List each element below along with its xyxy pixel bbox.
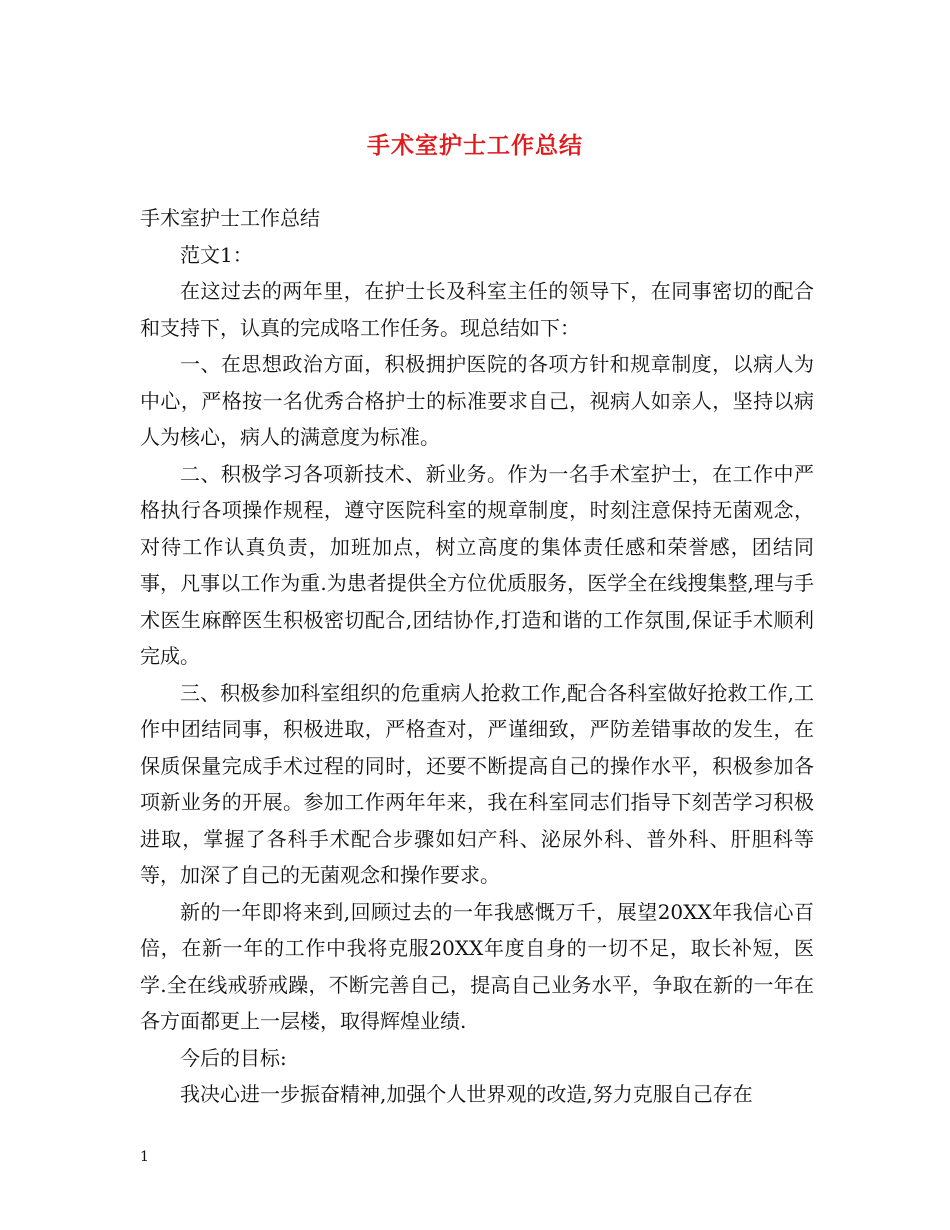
future-goals-heading: 今后的目标: <box>180 1045 287 1070</box>
new-year-paragraph: 新的一年即将来到,回顾过去的一年我感慨万千，展望20XX年我信心百倍，在新一年的工作中我将克服20XX年度自身的一切不足，取长补短，医学.全在线戒骄戒躁，不断完善自己，提高自己业务水平，争取在新的一年在各方面都更上一层楼，取得辉煌业绩. <box>140 899 814 1033</box>
resolution-paragraph: 我决心进一步振奋精神,加强个人世界观的改造,努力克服自己存在 <box>180 1082 753 1106</box>
section-two-paragraph: 二、积极学习各项新技术、新业务。作为一名手术室护士，在工作中严格执行各项操作规程，遵守医院科室的规章制度，时刻注意保持无菌观念，对待工作认真负责，加班加点，树立高度的集体责任感和荣誉感，团结同事，凡事以工作为重.为患者提供全方位优质服务，医学全在线搜集整,理与手术医生麻醉医生积极密切配合,团结协作,打造和谐的工作氛围,保证手术顺利完成。 <box>140 461 814 668</box>
subtitle-paragraph: 手术室护士工作总结 <box>140 206 320 230</box>
section-one-paragraph: 一、在思想政治方面，积极拥护医院的各项方针和规章制度，以病人为中心，严格按一名优秀合格护士的标准要求自己，视病人如亲人，坚持以病人为核心，病人的满意度为标准。 <box>140 352 814 449</box>
document-body <box>140 200 814 1113</box>
section-three-paragraph: 三、积极参加科室组织的危重病人抢救工作,配合各科室做好抢救工作,工作中团结同事，积极进取，严格查对，严谨细致，严防差错事故的发生，在保质保量完成手术过程的同时，还要不断提高自己的操作水平，积极参加各项新业务的开展。参加工作两年年来，我在科室同志们指导下刻苦学习积极进取，掌握了各科手术配合步骤如妇产科、泌尿外科、普外科、肝胆科等等，加深了自己的无菌观念和操作要求。 <box>140 680 814 887</box>
document-title: 手术室护士工作总结 <box>367 132 583 159</box>
sample-label-paragraph: 范文1： <box>180 242 253 267</box>
intro-paragraph: 在这过去的两年里，在护士长及科室主任的领导下，在同事密切的配合和支持下，认真的完成咯工作任务。现总结如下： <box>140 279 814 340</box>
page-number: 1 <box>140 1149 149 1165</box>
